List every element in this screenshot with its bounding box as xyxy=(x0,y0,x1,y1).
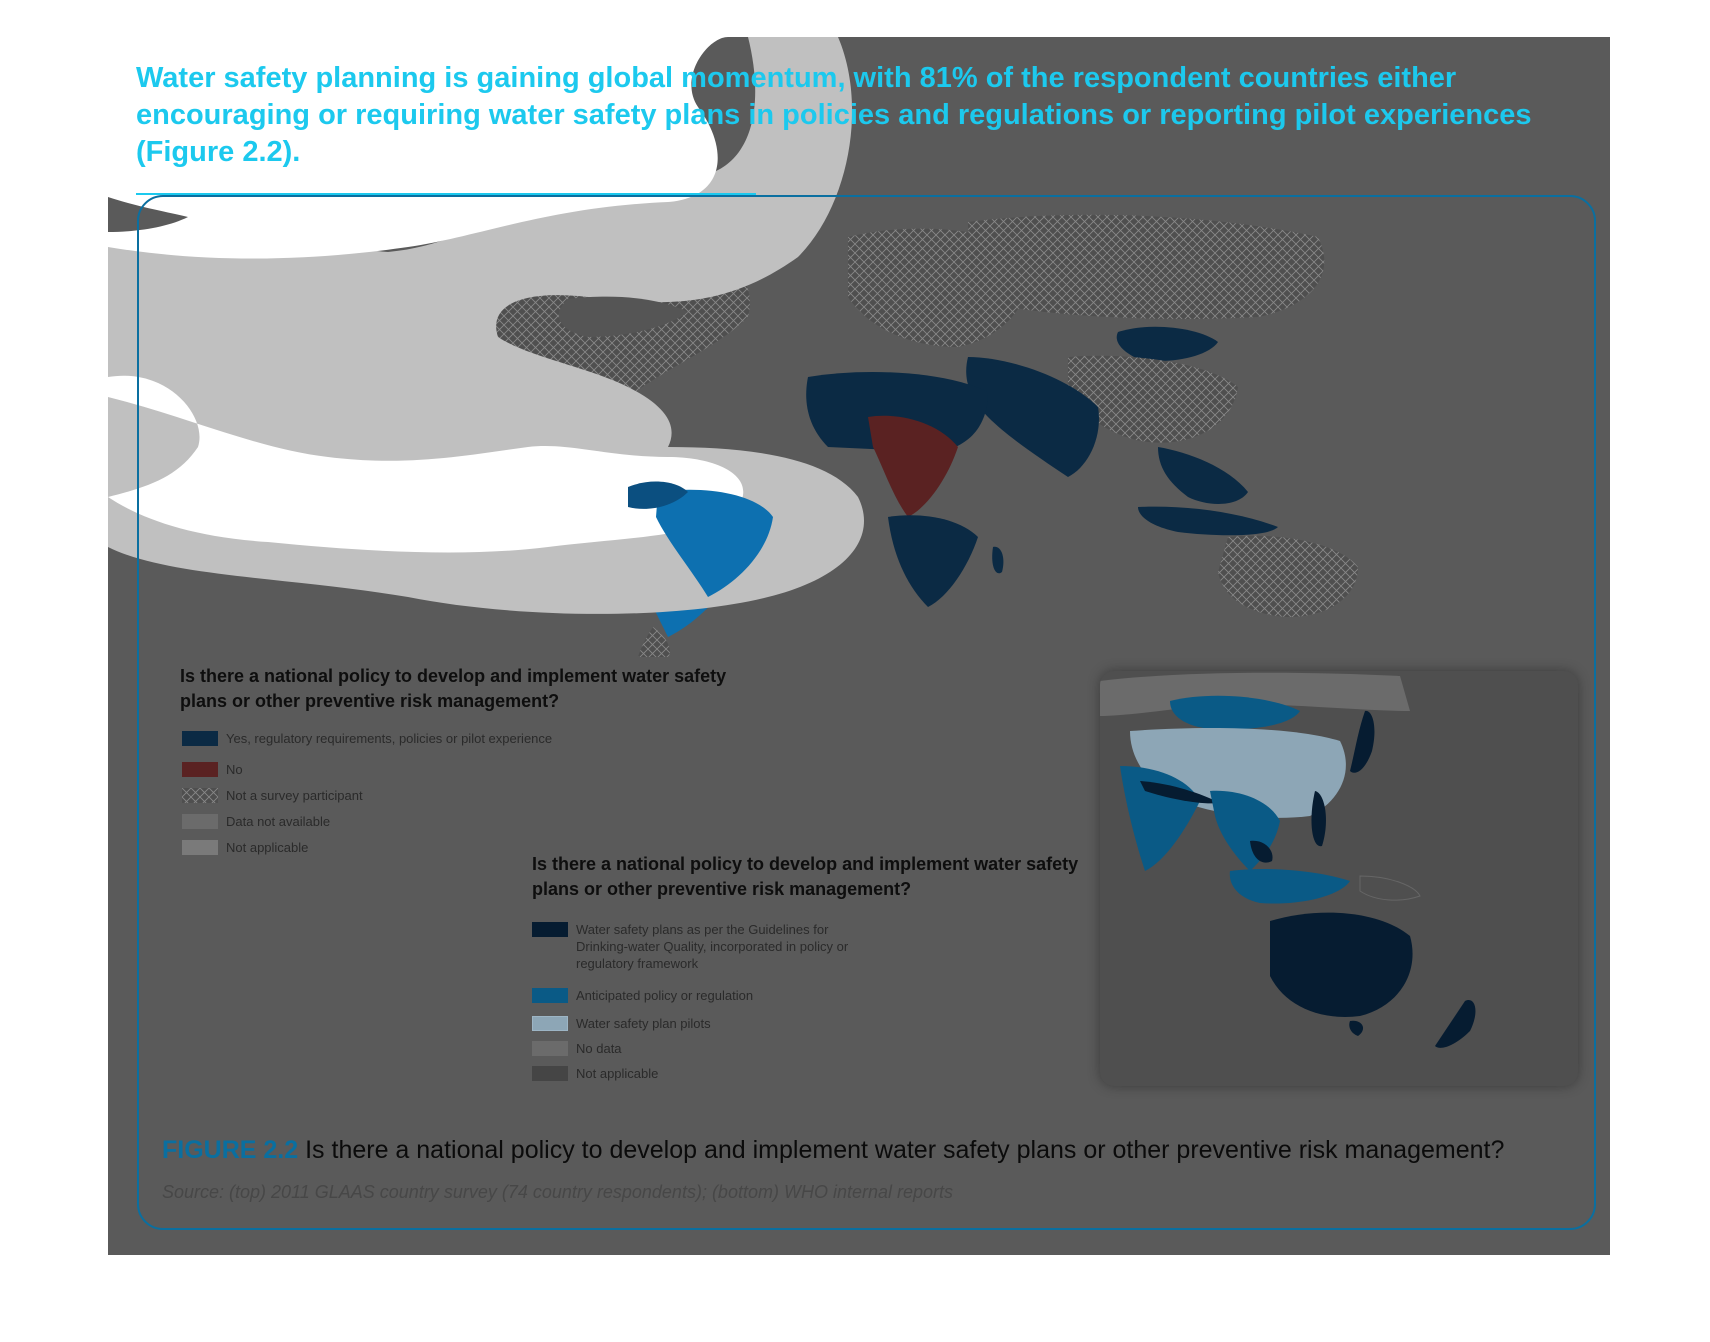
legend-swatch xyxy=(182,814,218,829)
legend-swatch xyxy=(532,988,568,1003)
figure-caption-text: Is there a national policy to develop and implement water safety plans or other preventive risk management? xyxy=(298,1136,1505,1164)
legend-label: Anticipated policy or regulation xyxy=(576,988,754,1003)
inset-legend-item xyxy=(532,1065,658,1082)
inset-legend-item xyxy=(532,1015,711,1032)
inset-legend-item xyxy=(532,987,753,1004)
legend-swatch xyxy=(182,731,218,746)
world-legend-item xyxy=(182,839,308,856)
legend-label: Water safety plan pilots xyxy=(576,1016,711,1031)
legend-label: No data xyxy=(576,1041,622,1056)
legend-swatch xyxy=(532,1041,568,1056)
legend-label: Not a survey participant xyxy=(226,788,363,803)
world-legend-item xyxy=(182,787,363,804)
legend-swatch xyxy=(532,922,568,937)
legend-swatch xyxy=(532,1066,568,1081)
figure-label: FIGURE 2.2 xyxy=(162,1136,299,1164)
world-legend-title: Is there a national policy to develop and implement water safety plans or other preventive risk management? xyxy=(180,666,727,711)
world-legend-item xyxy=(182,730,552,747)
figure-caption xyxy=(162,1136,1504,1165)
figure-source: Source: (top) 2011 GLAAS country survey (74 country respondents); (bottom) WHO internal reports xyxy=(162,1182,954,1202)
legend-label: Not applicable xyxy=(226,840,309,855)
legend-label: Yes, regulatory requirements, policies or pilot experience xyxy=(226,731,553,746)
legend-swatch xyxy=(182,762,218,777)
legend-label: Not applicable xyxy=(576,1066,659,1081)
inset-asia-pacific-map xyxy=(1100,671,1578,1086)
world-legend-item xyxy=(182,813,330,830)
legend-label: Water safety plans as per the Guidelines for Drinking-water Quality, incorporated in policy or regulatory framework xyxy=(576,922,849,971)
inset-map-svg xyxy=(1100,671,1578,1086)
inset-legend-title: Is there a national policy to develop and implement water safety plans or other preventive risk management? xyxy=(532,854,1079,899)
legend-label: Data not available xyxy=(226,814,331,829)
inset-legend-item xyxy=(532,1040,622,1057)
legend-swatch xyxy=(182,840,218,855)
inset-legend-item xyxy=(532,921,866,972)
legend-swatch-hatched xyxy=(182,788,218,803)
world-legend-item xyxy=(182,761,243,778)
legend-swatch xyxy=(532,1016,568,1031)
legend-label: No xyxy=(226,762,243,777)
headline: Water safety planning is gaining global momentum, with 81% of the respondent countries either encouraging or requiring water safety plans in policies and regulations or reporting pilot experiences (Figure 2.2). xyxy=(136,62,1532,168)
